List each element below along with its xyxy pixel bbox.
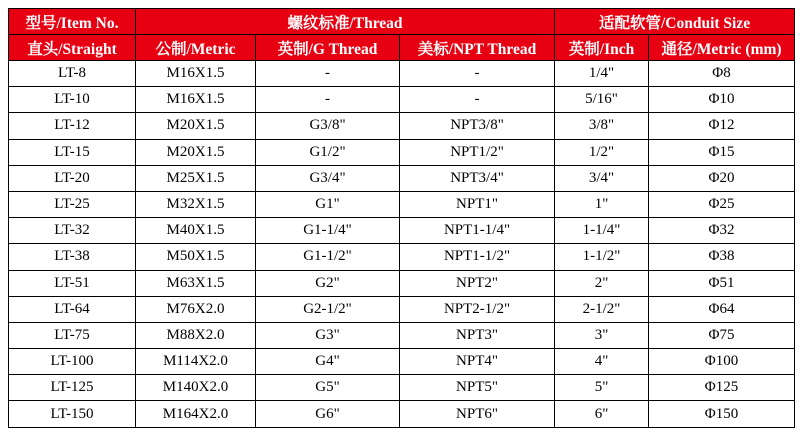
header-row-sub xyxy=(9,35,795,61)
conduit-fitting-spec-table xyxy=(8,8,795,428)
cell-metric-mm: Φ125 xyxy=(649,375,795,401)
cell-g-thread: G5" xyxy=(256,375,400,401)
table-row xyxy=(9,113,795,139)
cell-inch: 1-1/4" xyxy=(555,218,649,244)
cell-metric: M32X1.5 xyxy=(136,191,256,217)
cell-g-thread: - xyxy=(256,61,400,87)
cell-metric: M20X1.5 xyxy=(136,113,256,139)
cell-item-no: LT-8 xyxy=(9,61,136,87)
cell-npt-thread: - xyxy=(400,87,555,113)
cell-metric-mm: Φ64 xyxy=(649,296,795,322)
cell-metric: M40X1.5 xyxy=(136,218,256,244)
cell-item-no: LT-32 xyxy=(9,218,136,244)
cell-metric-mm: Φ25 xyxy=(649,191,795,217)
cell-item-no: LT-12 xyxy=(9,113,136,139)
cell-metric: M16X1.5 xyxy=(136,61,256,87)
cell-metric: M88X2.0 xyxy=(136,322,256,348)
table-row xyxy=(9,349,795,375)
cell-g-thread: G1-1/2" xyxy=(256,244,400,270)
cell-metric-mm: Φ20 xyxy=(649,165,795,191)
cell-metric: M16X1.5 xyxy=(136,87,256,113)
cell-npt-thread: NPT5" xyxy=(400,375,555,401)
cell-metric: M20X1.5 xyxy=(136,139,256,165)
cell-item-no: LT-51 xyxy=(9,270,136,296)
cell-npt-thread: NPT3/8" xyxy=(400,113,555,139)
header-item-no: 型号/Item No. xyxy=(9,9,136,35)
cell-npt-thread: NPT3/4" xyxy=(400,165,555,191)
cell-npt-thread: NPT4" xyxy=(400,349,555,375)
cell-inch: 3/4" xyxy=(555,165,649,191)
cell-g-thread: G3" xyxy=(256,322,400,348)
table-body xyxy=(9,61,795,428)
table-row xyxy=(9,375,795,401)
cell-g-thread: G2-1/2" xyxy=(256,296,400,322)
cell-inch: 4" xyxy=(555,349,649,375)
header-straight: 直头/Straight xyxy=(9,35,136,61)
cell-item-no: LT-15 xyxy=(9,139,136,165)
cell-metric: M63X1.5 xyxy=(136,270,256,296)
cell-inch: 3/8" xyxy=(555,113,649,139)
cell-g-thread: G2" xyxy=(256,270,400,296)
cell-metric-mm: Φ8 xyxy=(649,61,795,87)
cell-metric: M25X1.5 xyxy=(136,165,256,191)
cell-item-no: LT-75 xyxy=(9,322,136,348)
cell-g-thread: G1-1/4" xyxy=(256,218,400,244)
cell-metric-mm: Φ10 xyxy=(649,87,795,113)
cell-inch: 6" xyxy=(555,401,649,427)
cell-metric-mm: Φ100 xyxy=(649,349,795,375)
cell-metric-mm: Φ150 xyxy=(649,401,795,427)
table-row xyxy=(9,270,795,296)
cell-inch: 2-1/2" xyxy=(555,296,649,322)
table-row xyxy=(9,61,795,87)
cell-inch: 1" xyxy=(555,191,649,217)
table-row xyxy=(9,244,795,270)
cell-metric-mm: Φ75 xyxy=(649,322,795,348)
header-conduit-size: 适配软管/Conduit Size xyxy=(555,9,795,35)
table-row xyxy=(9,191,795,217)
cell-item-no: LT-25 xyxy=(9,191,136,217)
cell-npt-thread: - xyxy=(400,61,555,87)
table-row xyxy=(9,401,795,427)
cell-npt-thread: NPT2-1/2" xyxy=(400,296,555,322)
cell-metric: M164X2.0 xyxy=(136,401,256,427)
header-row-top xyxy=(9,9,795,35)
table-row xyxy=(9,218,795,244)
cell-metric-mm: Φ12 xyxy=(649,113,795,139)
cell-item-no: LT-38 xyxy=(9,244,136,270)
table-row xyxy=(9,296,795,322)
cell-item-no: LT-125 xyxy=(9,375,136,401)
cell-item-no: LT-10 xyxy=(9,87,136,113)
cell-item-no: LT-150 xyxy=(9,401,136,427)
cell-metric-mm: Φ51 xyxy=(649,270,795,296)
header-metric: 公制/Metric xyxy=(136,35,256,61)
cell-metric-mm: Φ15 xyxy=(649,139,795,165)
cell-metric-mm: Φ32 xyxy=(649,218,795,244)
cell-g-thread: G6" xyxy=(256,401,400,427)
header-npt-thread: 美标/NPT Thread xyxy=(400,35,555,61)
cell-g-thread: G3/8" xyxy=(256,113,400,139)
cell-npt-thread: NPT1-1/4" xyxy=(400,218,555,244)
table-row xyxy=(9,87,795,113)
table-row xyxy=(9,139,795,165)
cell-g-thread: G1/2" xyxy=(256,139,400,165)
header-thread: 螺纹标准/Thread xyxy=(136,9,555,35)
cell-inch: 5" xyxy=(555,375,649,401)
cell-g-thread: - xyxy=(256,87,400,113)
cell-g-thread: G3/4" xyxy=(256,165,400,191)
cell-inch: 1/4" xyxy=(555,61,649,87)
cell-item-no: LT-64 xyxy=(9,296,136,322)
cell-g-thread: G1" xyxy=(256,191,400,217)
cell-metric: M50X1.5 xyxy=(136,244,256,270)
cell-npt-thread: NPT1-1/2" xyxy=(400,244,555,270)
cell-item-no: LT-20 xyxy=(9,165,136,191)
cell-inch: 2" xyxy=(555,270,649,296)
cell-g-thread: G4" xyxy=(256,349,400,375)
cell-metric: M114X2.0 xyxy=(136,349,256,375)
cell-npt-thread: NPT1/2" xyxy=(400,139,555,165)
cell-inch: 3" xyxy=(555,322,649,348)
cell-npt-thread: NPT2" xyxy=(400,270,555,296)
cell-metric-mm: Φ38 xyxy=(649,244,795,270)
cell-npt-thread: NPT3" xyxy=(400,322,555,348)
table-row xyxy=(9,322,795,348)
cell-npt-thread: NPT6" xyxy=(400,401,555,427)
header-metric-mm: 通径/Metric (mm) xyxy=(649,35,795,61)
cell-metric: M76X2.0 xyxy=(136,296,256,322)
cell-npt-thread: NPT1" xyxy=(400,191,555,217)
cell-metric: M140X2.0 xyxy=(136,375,256,401)
cell-item-no: LT-100 xyxy=(9,349,136,375)
header-g-thread: 英制/G Thread xyxy=(256,35,400,61)
cell-inch: 1/2" xyxy=(555,139,649,165)
table-row xyxy=(9,165,795,191)
cell-inch: 1-1/2" xyxy=(555,244,649,270)
cell-inch: 5/16" xyxy=(555,87,649,113)
header-inch: 英制/Inch xyxy=(555,35,649,61)
